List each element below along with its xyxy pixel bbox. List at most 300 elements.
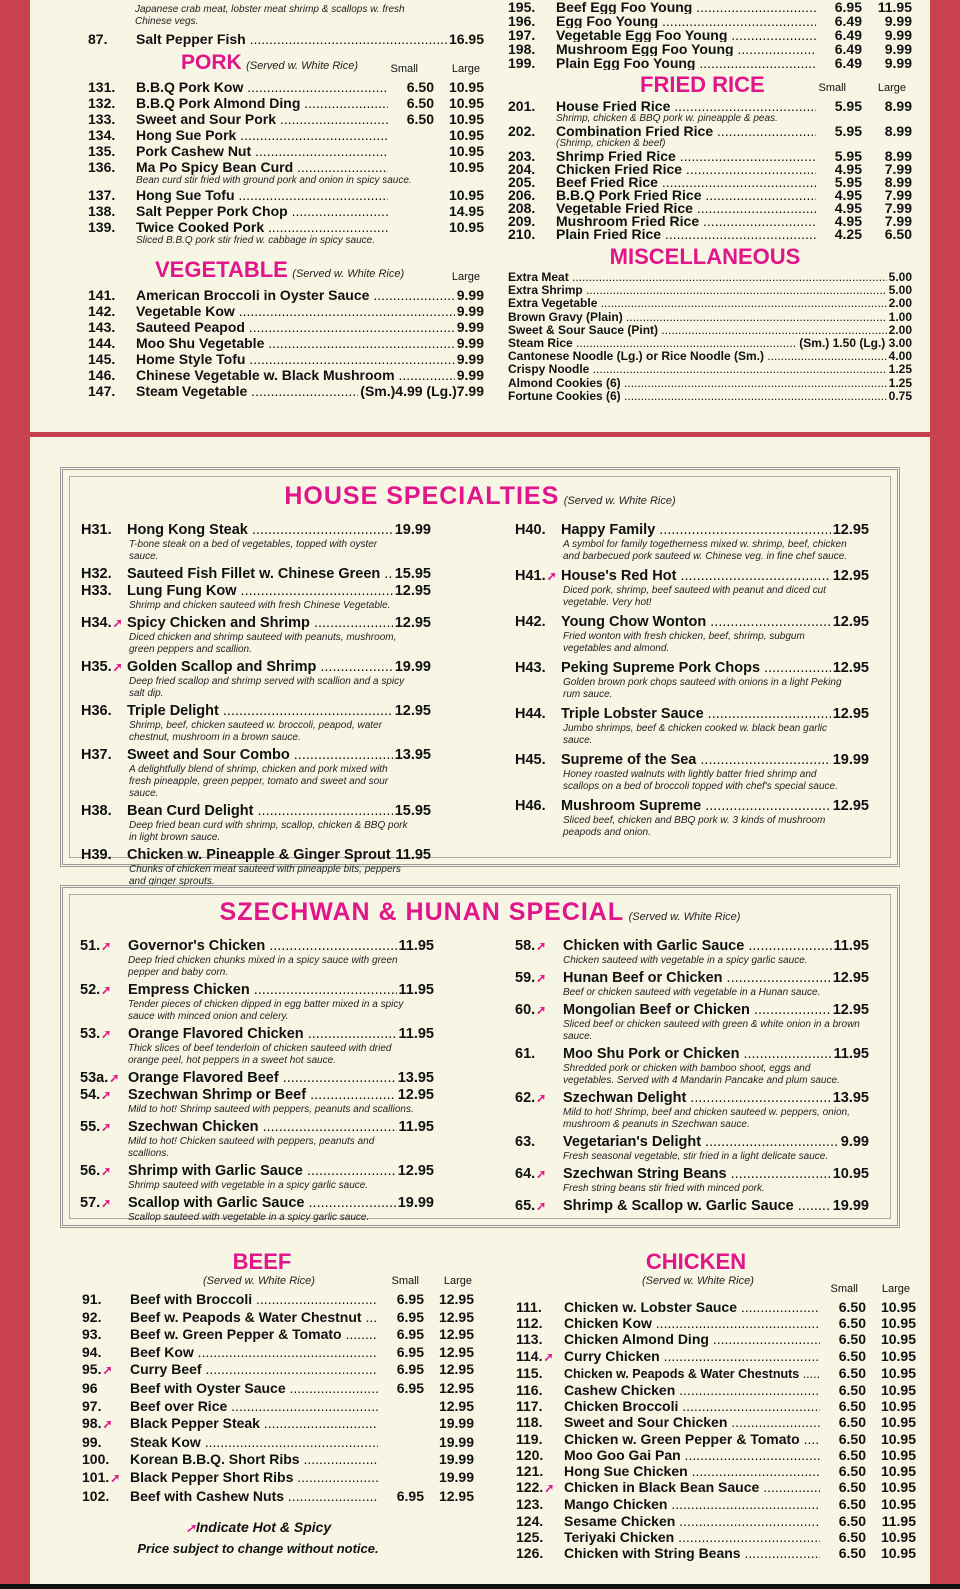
menu-item <box>80 982 434 999</box>
chili-pepper-icon: ➚ <box>109 1071 120 1085</box>
chili-pepper-icon: ➚ <box>543 1349 554 1364</box>
szechwan-box <box>60 885 900 1228</box>
item-name: B.B.Q Pork Kow ..... <box>136 79 388 95</box>
small-price: 6.49 <box>834 27 862 43</box>
item-number: 199. <box>508 55 536 71</box>
large-price: 9.99 <box>884 41 912 57</box>
large-price: 10.95 <box>448 95 484 111</box>
misc-title: MISCELLANEOUS <box>609 244 801 269</box>
chili-pepper-icon: ➚ <box>102 1363 113 1378</box>
item-price: 15.95 <box>394 803 431 819</box>
small-price: 6.49 <box>834 41 862 57</box>
item-name: Shrimp Fried Rice ..... <box>556 150 816 163</box>
small-price: 6.95 <box>396 1361 424 1378</box>
menu-item <box>516 1463 916 1479</box>
item-description: (Shrimp, chicken & beef) <box>556 138 666 149</box>
small-price: 4.95 <box>834 187 862 203</box>
menu-item <box>516 1529 916 1545</box>
item-price: 12.95 <box>394 615 431 631</box>
item-name: Plain Fried Rice ..... <box>556 228 816 241</box>
menu-item <box>508 324 912 337</box>
fried-rice-header <box>508 70 912 100</box>
item-name: Cashew Chicken ..... <box>564 1382 820 1398</box>
large-price: 10.95 <box>880 1331 916 1348</box>
item-name: Salt Pepper Fish ..... <box>136 31 447 47</box>
item-name: Hong Kong Steak ..... <box>127 522 393 539</box>
item-name: Peking Supreme Pork Chops ..... <box>561 660 831 677</box>
small-price: 6.95 <box>834 0 862 15</box>
item-number: 96 <box>82 1379 98 1396</box>
item-price: 13.95 <box>394 747 431 763</box>
menu-item <box>82 1361 474 1380</box>
item-name: Supreme of the Sea ..... <box>561 752 831 769</box>
szechwan-right <box>515 938 869 1215</box>
menu-item <box>88 367 484 383</box>
item-price: 2.00 <box>888 322 912 337</box>
large-price: 10.95 <box>448 79 484 95</box>
large-price: 10.95 <box>880 1398 916 1415</box>
item-number: 62.➚ <box>515 1090 547 1106</box>
small-price: 5.95 <box>834 148 862 164</box>
item-price: 19.99 <box>394 659 431 675</box>
menu-item <box>515 1134 869 1151</box>
menu-item <box>88 383 484 399</box>
menu-item <box>508 377 912 390</box>
item-name: Vegetable Fried Rice ..... <box>556 202 816 215</box>
item-name: Szechwan Shrimp or Beef ..... <box>128 1087 396 1104</box>
item-number: 63. <box>515 1134 536 1150</box>
item-name: Beef Egg Foo Young ..... <box>556 0 816 14</box>
item-description: Shrimp and chicken sauteed with fresh Chinese Vegetable. <box>129 600 391 611</box>
item-name: Orange Flavored Beef ..... <box>128 1070 396 1087</box>
item-description: Fried wonton with fresh chicken, beef, shrimp, subgum vegetables and almond. <box>563 631 805 654</box>
left-column-top <box>88 4 484 399</box>
item-name: Chicken w. Pineapple & Ginger Sprout ..... <box>127 847 394 864</box>
chili-pepper-icon: ➚ <box>536 939 547 953</box>
large-price: 12.95 <box>438 1326 474 1343</box>
item-description: A delightfully blend of shrimp, chicken and pork mixed with fresh pineapple, green pepper, tomato and sweet and sour sauce. <box>129 764 389 799</box>
menu-item <box>88 111 484 127</box>
large-price: 10.95 <box>880 1299 916 1315</box>
item-number: H40. <box>515 522 546 538</box>
item-name: Moo Shu Vegetable ..... <box>136 335 455 351</box>
menu-item <box>88 127 484 143</box>
item-description: Diced chicken and shrimp sauteed with peanuts, mushroom, green peppers and scallion. <box>129 632 397 655</box>
item-description: Mild to hot! Shrimp sauteed with peppers, peanuts and scallions. <box>128 1104 414 1115</box>
small-price: 6.50 <box>838 1545 866 1562</box>
vegetable-title: VEGETABLE <box>155 257 288 282</box>
item-description: Beef or chicken sauteed with vegetable in a Hunan sauce. <box>563 987 821 998</box>
item-name: Salt Pepper Pork Chop ..... <box>136 203 388 219</box>
large-price: 10.95 <box>448 187 484 203</box>
item-number: 59.➚ <box>515 970 547 986</box>
item-number: H39. <box>81 847 112 863</box>
item-name: House's Red Hot ..... <box>561 568 831 585</box>
item-price: 12.95 <box>397 1163 434 1179</box>
item-number: 116. <box>516 1382 543 1399</box>
menu-item <box>88 143 484 159</box>
menu-item <box>516 1513 916 1529</box>
item-name: Chicken with Garlic Sauce ..... <box>563 938 832 955</box>
chili-pepper-icon: ➚ <box>185 1521 196 1536</box>
small-price: 6.95 <box>396 1308 424 1325</box>
menu-item <box>88 287 484 303</box>
chicken-header <box>516 1247 916 1299</box>
menu-item <box>516 1365 916 1382</box>
menu-item <box>80 1087 434 1104</box>
item-number: 208. <box>508 200 536 216</box>
item-number: 102. <box>82 1487 110 1504</box>
menu-item <box>82 1451 474 1469</box>
szechwan-title: SZECHWAN & HUNAN SPECIAL <box>219 898 625 926</box>
large-header: Large <box>451 63 480 75</box>
item-name: Szechwan String Beans ..... <box>563 1166 831 1183</box>
menu-item <box>508 350 912 363</box>
menu-item <box>82 1488 474 1506</box>
item-description: Fresh string beans stir fried with minced pork. <box>563 1183 765 1194</box>
item-number: H44. <box>515 706 546 722</box>
chili-pepper-icon: ➚ <box>101 1027 112 1041</box>
item-price: 12.95 <box>394 703 431 719</box>
item-price: 11.95 <box>833 1046 869 1062</box>
fried-rice-list <box>508 100 912 241</box>
item-description: Shrimp sauteed with vegetable in a spicy garlic sauce. <box>128 1180 369 1191</box>
menu-item <box>508 28 912 42</box>
menu-item <box>81 615 431 632</box>
item-number: 101.➚ <box>82 1468 121 1485</box>
large-price: 8.99 <box>884 98 912 114</box>
large-price: 12.95 <box>438 1361 474 1378</box>
large-price: 7.99 <box>884 213 912 229</box>
misc-header <box>498 241 912 271</box>
menu-item <box>80 1026 434 1043</box>
item-name: House Fried Rice ..... <box>556 100 816 113</box>
small-price: 6.50 <box>838 1364 866 1381</box>
item-price: 11.95 <box>398 938 434 954</box>
large-price: 10.95 <box>880 1463 916 1480</box>
item-name: Cantonese Noodle (Lg.) or Rice Noodle (Sm.) ..... <box>508 350 887 363</box>
item-price: 12.95 <box>397 1087 434 1103</box>
item-number: 123. <box>516 1496 544 1513</box>
menu-item <box>88 219 484 235</box>
item-number: 120. <box>516 1446 544 1463</box>
hot-legend <box>42 1519 474 1535</box>
menu-item <box>516 1431 916 1447</box>
item-name: Beef with Oyster Sauce ..... <box>130 1380 378 1398</box>
pork-list <box>88 79 484 247</box>
item-number: 141. <box>88 287 116 303</box>
large-price: 19.99 <box>438 1451 474 1468</box>
menu-item <box>82 1344 474 1362</box>
menu-item <box>82 1415 474 1434</box>
menu-item <box>81 747 431 764</box>
item-number: H32. <box>81 566 112 582</box>
menu-item <box>516 1348 916 1365</box>
bottom-bar <box>0 1584 960 1589</box>
item-name: Szechwan Chicken ..... <box>128 1119 397 1136</box>
small-price: 4.95 <box>834 200 862 216</box>
small-header: Small <box>390 63 418 75</box>
item-number: 100. <box>82 1451 110 1468</box>
large-price: 19.99 <box>438 1468 474 1485</box>
chili-pepper-icon: ➚ <box>102 1417 113 1432</box>
large-price: 9.99 <box>884 27 912 43</box>
item-name: Shrimp with Garlic Sauce ..... <box>128 1163 396 1180</box>
legend-text: Indicate Hot & Spicy <box>195 1519 332 1536</box>
menu-item <box>516 1414 916 1430</box>
item-number: 147. <box>88 383 116 399</box>
menu-item <box>508 363 912 376</box>
item-name: Chicken with String Beans ..... <box>564 1545 820 1561</box>
menu-item <box>515 798 869 815</box>
item-price: 9.99 <box>456 319 484 335</box>
item-name: Beef Fried Rice ..... <box>556 176 816 189</box>
menu-page-top <box>30 0 930 432</box>
item-number: 94. <box>82 1343 102 1360</box>
item-price: 5.00 <box>888 270 912 284</box>
item-number: 55.➚ <box>80 1119 112 1135</box>
large-price: 9.99 <box>884 13 912 29</box>
item-price: 11.95 <box>395 847 431 863</box>
item-name: Triple Lobster Sauce ..... <box>561 706 831 723</box>
menu-item <box>516 1496 916 1512</box>
item-number: 195. <box>508 0 536 15</box>
item-price: 19.99 <box>832 752 869 768</box>
vegetable-header <box>88 255 484 287</box>
menu-item <box>508 390 912 403</box>
menu-item <box>81 847 431 864</box>
item-number: H38. <box>81 803 112 819</box>
item-name: Almond Cookies (6) ..... <box>508 377 887 390</box>
item-price: 1.25 <box>888 375 912 390</box>
item-name: Combination Fried Rice ..... <box>556 125 816 138</box>
item-description: Chunks of chicken meat sauteed with pineapple bits, peppers and ginger sprouts. <box>129 864 401 887</box>
item-number: 122.➚ <box>516 1479 555 1496</box>
item-name: Sweet & Sour Sauce (Pint) ..... <box>508 324 887 337</box>
item-name: Curry Beef ..... <box>130 1361 378 1379</box>
item-name: Steak Kow ..... <box>130 1434 378 1452</box>
menu-item <box>81 522 431 539</box>
large-price: 6.50 <box>884 226 912 242</box>
menu-item <box>508 337 912 350</box>
item-price: 15.95 <box>394 566 431 582</box>
item-name: Golden Scallop and Shrimp ..... <box>127 659 393 676</box>
large-price: 7.99 <box>884 200 912 216</box>
item-description: Deep fried chicken chunks mixed in a spicy sauce with green pepper and baby corn. <box>128 955 398 978</box>
item-number: 142. <box>88 303 116 319</box>
item-price: 12.95 <box>394 583 431 599</box>
fried-rice-title: FRIED RICE <box>640 72 765 97</box>
item-price: (Sm.)4.99 (Lg.)7.99 <box>360 383 484 399</box>
small-price: 6.50 <box>406 111 434 127</box>
menu-item <box>508 297 912 310</box>
item-description: Sliced beef, chicken and BBQ pork w. 3 kinds of mushroom peapods and onion. <box>563 815 826 838</box>
menu-item <box>508 14 912 28</box>
small-price: 6.49 <box>834 13 862 29</box>
menu-item <box>508 42 912 56</box>
item-name: Vegetable Kow ..... <box>136 303 455 319</box>
house-specialties-header <box>63 482 897 511</box>
menu-item <box>508 311 912 324</box>
small-price: 6.50 <box>406 95 434 111</box>
item-number: 133. <box>88 111 116 127</box>
szechwan-header <box>63 898 897 927</box>
item-price: 1.00 <box>888 309 912 324</box>
small-price: 4.25 <box>834 226 862 242</box>
menu-item <box>515 1166 869 1183</box>
item-price: 4.00 <box>888 349 912 364</box>
item-name: Sweet and Sour Chicken ..... <box>564 1414 820 1430</box>
small-price: 6.95 <box>396 1379 424 1396</box>
large-price: 10.95 <box>880 1347 916 1364</box>
large-price: 12.95 <box>438 1487 474 1504</box>
item-name: Spicy Chicken and Shrimp ..... <box>127 615 393 632</box>
item-price: 9.99 <box>840 1134 869 1150</box>
item-name: Moo Shu Pork or Chicken ..... <box>563 1046 832 1063</box>
item-name: Beef over Rice ..... <box>130 1398 378 1416</box>
small-price: 6.50 <box>838 1446 866 1463</box>
large-price: 14.95 <box>448 203 484 219</box>
menu-item <box>508 56 912 70</box>
chili-pepper-icon: ➚ <box>544 1481 555 1496</box>
item-name: Chicken Almond Ding ..... <box>564 1331 820 1347</box>
menu-item <box>516 1299 916 1315</box>
item-number: 131. <box>88 79 116 95</box>
item-name: Black Pepper Steak ..... <box>130 1415 378 1433</box>
item-number: 95.➚ <box>82 1361 113 1378</box>
small-price: 6.50 <box>838 1496 866 1513</box>
large-price: 10.95 <box>880 1479 916 1496</box>
menu-item <box>516 1447 916 1463</box>
item-price: 12.95 <box>832 1002 869 1018</box>
item-description: Diced pork, shrimp, beef sauteed with peanut and diced cut vegetable. Very hot! <box>563 585 826 608</box>
item-name: Orange Flavored Chicken ..... <box>128 1026 397 1043</box>
menu-item <box>516 1479 916 1496</box>
item-number: 136. <box>88 159 116 175</box>
item-number: H37. <box>81 747 112 763</box>
item-price: 13.95 <box>832 1090 869 1106</box>
item-name: Extra Shrimp ..... <box>508 284 887 297</box>
item-name: Mushroom Fried Rice ..... <box>556 215 816 228</box>
menu-item <box>508 100 912 113</box>
house-specialties-box <box>60 467 900 887</box>
item-name: Brown Gravy (Plain) ..... <box>508 311 887 324</box>
item-price: 12.95 <box>832 568 869 584</box>
item-number: 205. <box>508 174 536 190</box>
menu-item <box>82 1309 474 1327</box>
item-name: Beef with Broccoli ..... <box>130 1291 378 1309</box>
item-number: 139. <box>88 219 116 235</box>
item-number: 202. <box>508 123 536 139</box>
chili-pepper-icon: ➚ <box>536 1199 547 1213</box>
item-name: Chicken w. Peapods & Water Chestnuts ..... <box>564 1366 820 1382</box>
pork-header <box>88 49 484 79</box>
item-number: 126. <box>516 1545 544 1562</box>
house-specialties-right <box>515 522 869 844</box>
large-price: 10.95 <box>880 1528 916 1545</box>
item-number: 54.➚ <box>80 1087 112 1103</box>
item-price: 9.99 <box>456 287 484 303</box>
item-name: Chicken w. Green Pepper & Tomato ..... <box>564 1431 820 1447</box>
item-name: Teriyaki Chicken ..... <box>564 1529 820 1545</box>
menu-item <box>515 660 869 677</box>
chili-pepper-icon: ➚ <box>536 1003 547 1017</box>
item-name: Korean B.B.Q. Short Ribs ..... <box>130 1451 378 1469</box>
small-price: 6.50 <box>838 1398 866 1415</box>
item-price: 0.75 <box>888 388 912 403</box>
item-name: Sesame Chicken ..... <box>564 1513 820 1529</box>
item-number: H34.➚ <box>81 615 123 631</box>
item-name: Governor's Chicken ..... <box>128 938 397 955</box>
menu-item <box>88 303 484 319</box>
item-number: 60.➚ <box>515 1002 547 1018</box>
item-number: H46. <box>515 798 546 814</box>
menu-item <box>516 1398 916 1414</box>
item-number: 135. <box>88 143 116 159</box>
item-number: 198. <box>508 41 536 57</box>
item-price: 12.95 <box>832 970 869 986</box>
small-price: 6.50 <box>838 1299 866 1315</box>
large-price: 12.95 <box>438 1397 474 1414</box>
item-price: 12.95 <box>832 798 869 814</box>
item-name: Home Style Tofu ..... <box>136 351 455 367</box>
item-price: 13.95 <box>397 1070 434 1086</box>
item-description: Fresh seasonal vegetable, stir fried in a light delicate sauce. <box>563 1151 829 1162</box>
large-price: 8.99 <box>884 148 912 164</box>
item-number: 125. <box>516 1528 544 1545</box>
large-price: 10.95 <box>880 1414 916 1431</box>
large-price: 12.95 <box>438 1291 474 1307</box>
item-number: 53.➚ <box>80 1026 112 1042</box>
house-specialties-left <box>81 522 431 891</box>
large-price: 10.95 <box>448 127 484 143</box>
vegetable-note: (Served w. White Rice) <box>292 268 405 280</box>
menu-item <box>88 95 484 111</box>
item-name: Extra Meat ..... <box>508 271 887 284</box>
item-description: Golden brown pork chops sauteed with onions in a light Peking rum sauce. <box>563 677 842 700</box>
item-number: 52.➚ <box>80 982 112 998</box>
menu-item <box>515 1090 869 1107</box>
item-name: B.B.Q Pork Fried Rice ..... <box>556 189 816 202</box>
large-price: 11.95 <box>877 0 912 15</box>
item-price: 2.00 <box>888 296 912 311</box>
beef-note: (Served w. White Rice) <box>203 1275 315 1287</box>
item-number: 210. <box>508 226 536 242</box>
right-column-top <box>508 0 912 403</box>
item-name: Beef with Cashew Nuts ..... <box>130 1488 378 1506</box>
beef-header <box>82 1247 474 1291</box>
large-price: 10.95 <box>880 1446 916 1463</box>
menu-item-87 <box>88 31 484 47</box>
item-name: B.B.Q Pork Almond Ding ..... <box>136 95 388 111</box>
item-name: Hong Sue Chicken ..... <box>564 1463 820 1479</box>
item-name: Bean Curd Delight ..... <box>127 803 393 820</box>
item-name: Beef w. Green Pepper & Tomato ..... <box>130 1326 378 1344</box>
large-price: 11.95 <box>881 1512 916 1529</box>
menu-item <box>515 1198 869 1215</box>
menu-item <box>515 706 869 723</box>
chili-pepper-icon: ➚ <box>101 1120 112 1134</box>
menu-item <box>508 284 912 297</box>
price-disclaimer: Price subject to change without notice. <box>137 1541 379 1557</box>
large-price: 10.95 <box>880 1315 916 1332</box>
item-name: Sweet and Sour Pork ..... <box>136 111 388 127</box>
item-description: Mild to hot! Shrimp, beef and chicken sauteed w. peppers, onion, mushroom & peanuts in Szechwan sauce. <box>563 1107 850 1130</box>
house-specialties-note: (Served w. White Rice) <box>563 495 676 507</box>
menu-page-bottom <box>30 437 930 1584</box>
item-name: Ma Po Spicy Bean Curd ..... <box>136 159 388 175</box>
item-price: 9.99 <box>456 367 484 383</box>
